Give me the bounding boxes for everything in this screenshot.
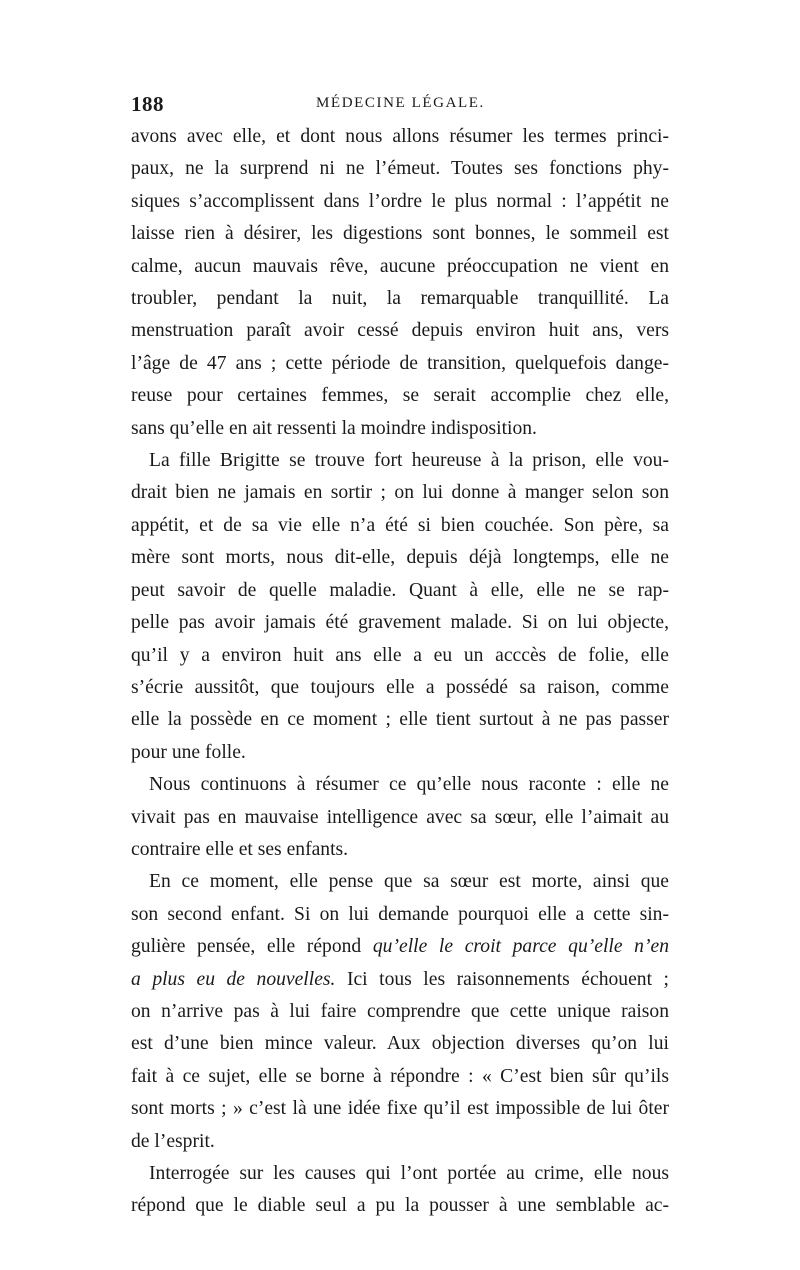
text-segment: gulière pensée, elle répond	[131, 936, 373, 958]
text-line: fait à ce sujet, elle se borne à répondre : « C’est bien sûr qu’ils	[131, 1065, 669, 1087]
text-line-with-italic	[131, 931, 669, 963]
text-line: contraire elle et ses enfants.	[131, 838, 349, 860]
text-line: mère sont morts, nous dit-elle, depuis déjà longtemps, elle ne	[131, 547, 669, 569]
text-line: sans qu’elle en ait ressenti la moindre indisposition.	[131, 417, 537, 439]
paragraph	[131, 445, 669, 769]
text-line: menstruation paraît avoir cessé depuis environ huit ans, vers	[131, 320, 669, 342]
text-line: est d’une bien mince valeur. Aux objection diverses qu’on lui	[131, 1033, 669, 1055]
text-line: calme, aucun mauvais rêve, aucune préoccupation ne vient en	[131, 255, 669, 277]
text-line: on n’arrive pas à lui faire comprendre que cette unique raison	[131, 1000, 669, 1022]
text-line: siques s’accomplissent dans l’ordre le plus normal : l’appétit ne	[131, 190, 669, 212]
text-line: répond que le diable seul a pu la pousser à une semblable ac-	[131, 1195, 669, 1217]
paragraph	[131, 866, 669, 1158]
paragraph	[131, 121, 669, 445]
text-line: appétit, et de sa vie elle n’a été si bien couchée. Son père, sa	[131, 514, 669, 536]
text-line: pelle pas avoir jamais été gravement malade. Si on lui objecte,	[131, 612, 669, 634]
text-line: La fille Brigitte se trouve fort heureuse à la prison, elle vou-	[149, 450, 669, 472]
running-head: MÉDECINE LÉGALE.	[316, 95, 485, 111]
text-line: Interrogée sur les causes qui l’ont portée au crime, elle nous	[149, 1163, 669, 1184]
page-number: 188	[131, 92, 164, 116]
italic-quote: qu’elle le croit parce qu’elle n’en	[372, 936, 670, 958]
text-line: de l’esprit.	[131, 1130, 215, 1152]
text-line: Nous continuons à résumer ce qu’elle nous raconte : elle ne	[149, 774, 669, 796]
text-line: son second enfant. Si on lui demande pourquoi elle a cette sin-	[131, 903, 669, 925]
text-line-with-italic	[131, 964, 669, 996]
text-line: En ce moment, elle pense que sa sœur est morte, ainsi que	[149, 871, 669, 893]
text-line: s’écrie aussitôt, que toujours elle a possédé sa raison, comme	[131, 676, 669, 698]
text-line: reuse pour certaines femmes, se serait accomplie chez elle,	[131, 385, 669, 407]
text-line: avons avec elle, et dont nous allons résumer les termes princi-	[131, 126, 669, 147]
text-line: qu’il y a environ huit ans elle a eu un acccès de folie, elle	[131, 644, 669, 666]
text-line: troubler, pendant la nuit, la remarquable tranquillité. La	[131, 288, 669, 310]
text-line: peut savoir de quelle maladie. Quant à elle, elle ne se rap-	[131, 579, 669, 601]
text-line: vivait pas en mauvaise intelligence avec sa sœur, elle l’aimait au	[131, 806, 669, 828]
text-line: drait bien ne jamais en sortir ; on lui donne à manger selon son	[131, 482, 669, 504]
text-line: laisse rien à désirer, les digestions sont bonnes, le sommeil est	[131, 223, 669, 245]
paragraph	[131, 1158, 669, 1223]
text-line: sont morts ; » c’est là une idée fixe qu’il est impossible de lui ôter	[131, 1098, 669, 1120]
body-text	[131, 121, 669, 1223]
paragraph	[131, 769, 669, 866]
text-line: elle la possède en ce moment ; elle tient surtout à ne pas passer	[131, 709, 669, 731]
italic-quote: a plus eu de nouvelles.	[131, 968, 336, 990]
text-line: paux, ne la surprend ni ne l’émeut. Toutes ses fonctions phy-	[131, 158, 669, 180]
text-segment: Ici tous les raisonnements échouent ;	[335, 968, 669, 990]
text-line: l’âge de 47 ans ; cette période de transition, quelquefois dange-	[131, 352, 669, 374]
text-line: pour une folle.	[131, 741, 246, 763]
